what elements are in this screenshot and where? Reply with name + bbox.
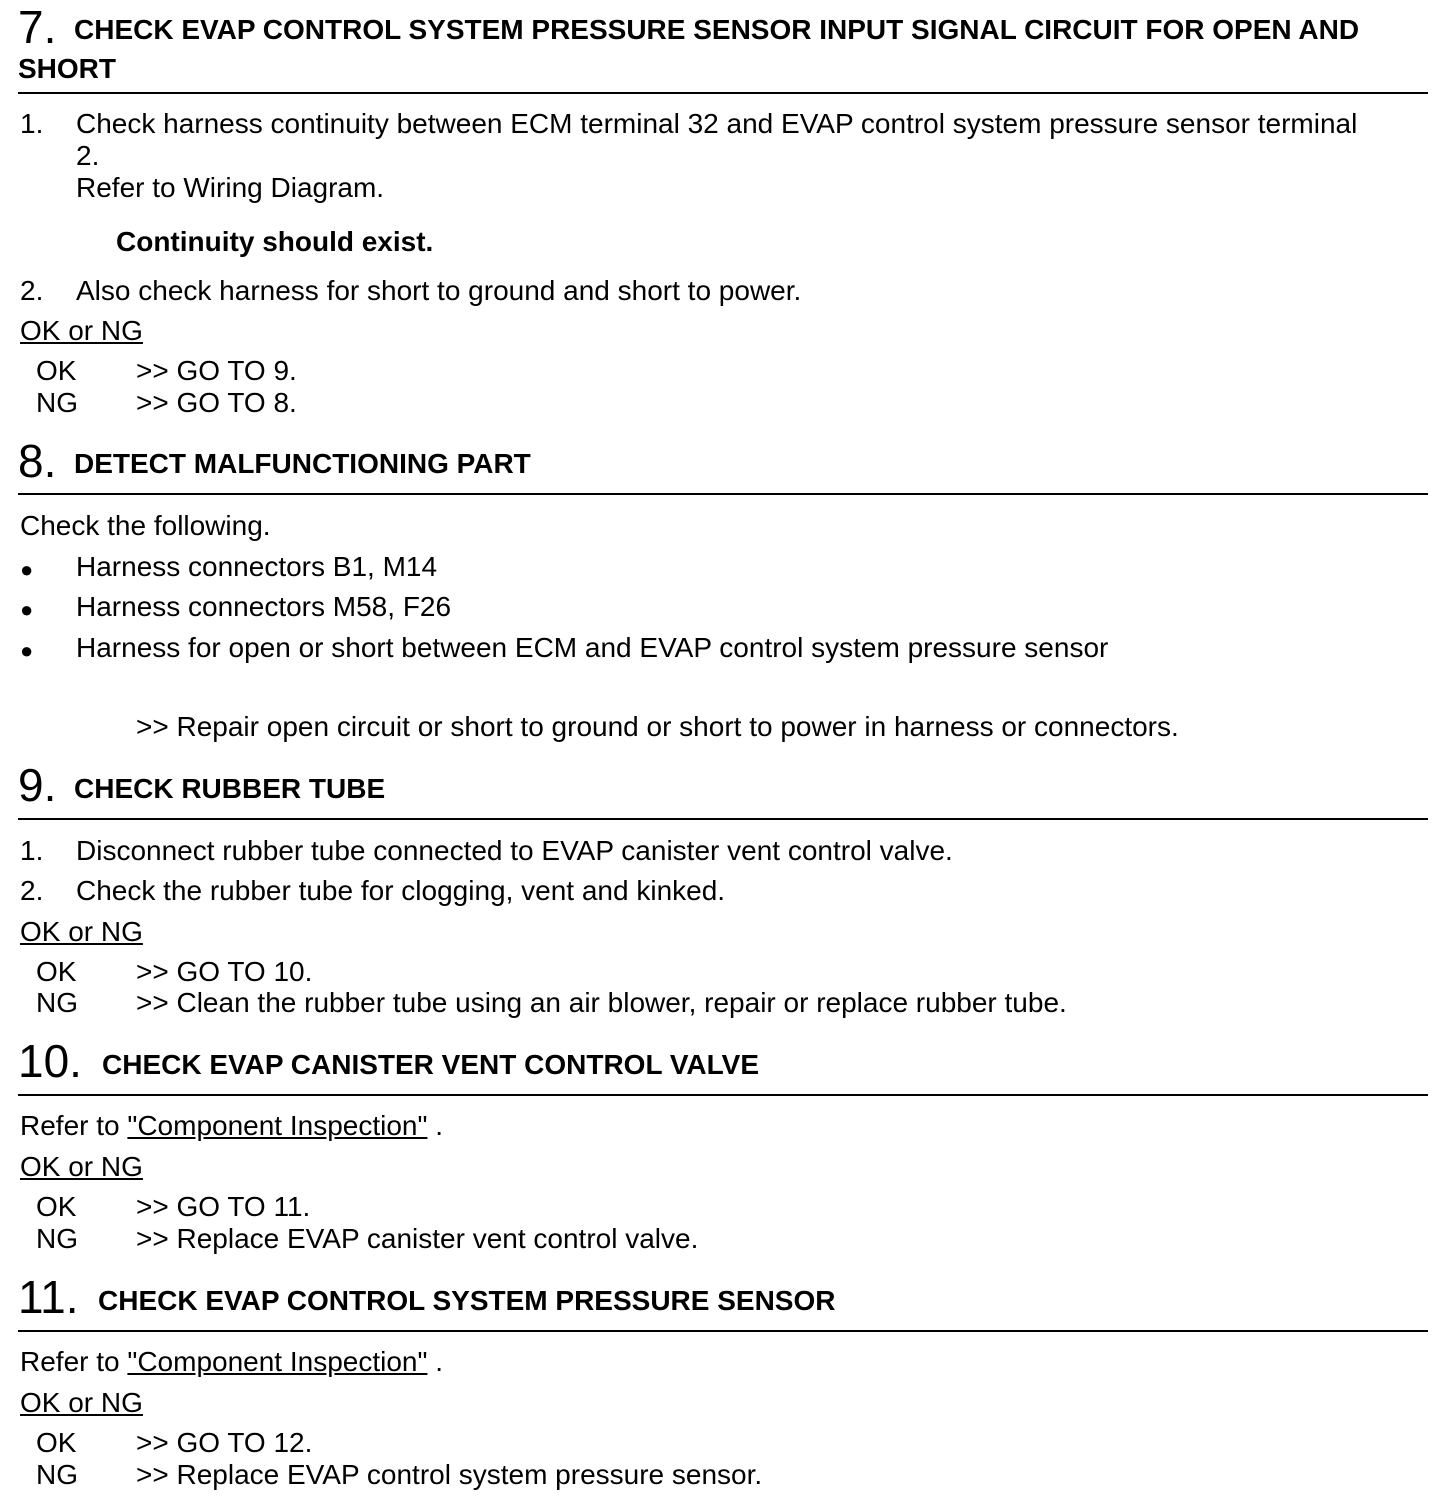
- section-8-divider: [18, 493, 1428, 495]
- refer-suffix: .: [435, 1110, 444, 1141]
- section-9-title: CHECK RUBBER TUBE: [74, 773, 386, 804]
- section-10-title: CHECK EVAP CANISTER VENT CONTROL VALVE: [102, 1049, 760, 1080]
- ok-action: >> GO TO 12.: [136, 1427, 313, 1458]
- ng-label: NG: [36, 1223, 78, 1254]
- step-text: Check the rubber tube for clogging, vent and kinked.: [76, 875, 726, 906]
- ng-label: NG: [36, 387, 78, 418]
- ok-label: OK: [36, 355, 77, 386]
- section-7-title-line2: SHORT: [18, 53, 116, 84]
- bullet-icon: ●: [20, 597, 34, 622]
- intro-text: Check the following.: [20, 510, 271, 541]
- step-text: Disconnect rubber tube connected to EVAP canister vent control valve.: [76, 835, 953, 866]
- ng-label: NG: [36, 1459, 78, 1490]
- bullet-icon: ●: [20, 557, 34, 582]
- refer-prefix: Refer to: [20, 1110, 120, 1141]
- ok-label: OK: [36, 1427, 77, 1458]
- ok-action: >> GO TO 9.: [136, 355, 297, 386]
- refer-prefix: Refer to: [20, 1346, 120, 1377]
- bullet-item: Harness connectors B1, M14: [76, 551, 438, 582]
- section-10-number: 10.: [18, 1035, 82, 1087]
- refer-suffix: .: [435, 1346, 444, 1377]
- section-7-divider: [18, 92, 1428, 94]
- bullet-icon: ●: [20, 638, 34, 663]
- bullet-item: Harness for open or short between ECM and EVAP control system pressure sensor: [76, 632, 1109, 663]
- section-8-number: 8.: [18, 435, 57, 487]
- bullet-item: Harness connectors M58, F26: [76, 591, 452, 622]
- step-number: 2.: [20, 875, 44, 906]
- step-text-continued: Refer to Wiring Diagram.: [76, 172, 385, 203]
- refer-text: [20, 1110, 443, 1142]
- ok-action: >> GO TO 11.: [136, 1191, 311, 1222]
- continuity-note: Continuity should exist.: [116, 226, 434, 257]
- section-7-title-line1: CHECK EVAP CONTROL SYSTEM PRESSURE SENSOR INPUT SIGNAL CIRCUIT FOR OPEN AND: [74, 14, 1360, 45]
- section-10-divider: [18, 1094, 1428, 1096]
- ng-label: NG: [36, 987, 78, 1018]
- section-8-title: DETECT MALFUNCTIONING PART: [74, 448, 531, 479]
- section-11-number: 11.: [18, 1271, 79, 1323]
- ng-action: >> Replace EVAP control system pressure sensor.: [136, 1459, 763, 1490]
- ng-action: >> Clean the rubber tube using an air blower, repair or replace rubber tube.: [136, 987, 1067, 1018]
- ok-or-ng-heading: OK or NG: [20, 315, 143, 346]
- section-11-title: CHECK EVAP CONTROL SYSTEM PRESSURE SENSOR: [98, 1285, 836, 1316]
- ok-or-ng-heading: OK or NG: [20, 1151, 143, 1182]
- section-11-divider: [18, 1330, 1428, 1332]
- step-number: 1.: [20, 108, 44, 139]
- repair-action: >> Repair open circuit or short to ground or short to power in harness or connectors.: [136, 711, 1179, 742]
- step-number: 2.: [20, 275, 44, 306]
- step-text-continued: 2.: [76, 140, 100, 171]
- ok-or-ng-heading: OK or NG: [20, 916, 143, 947]
- component-inspection-link[interactable]: "Component Inspection": [127, 1110, 428, 1141]
- step-text: Also check harness for short to ground and short to power.: [76, 275, 802, 306]
- ng-action: >> Replace EVAP canister vent control valve.: [136, 1223, 699, 1254]
- section-9-number: 9.: [18, 759, 57, 811]
- step-number: 1.: [20, 835, 44, 866]
- ok-label: OK: [36, 956, 77, 987]
- ok-or-ng-heading: OK or NG: [20, 1387, 143, 1418]
- component-inspection-link[interactable]: "Component Inspection": [127, 1346, 428, 1377]
- ok-action: >> GO TO 10.: [136, 956, 313, 987]
- section-9-divider: [18, 818, 1428, 820]
- refer-text: [20, 1346, 443, 1378]
- section-7-number: 7.: [18, 1, 57, 53]
- ng-action: >> GO TO 8.: [136, 387, 297, 418]
- ok-label: OK: [36, 1191, 77, 1222]
- step-text: Check harness continuity between ECM terminal 32 and EVAP control system pressure sensor terminal: [76, 108, 1358, 139]
